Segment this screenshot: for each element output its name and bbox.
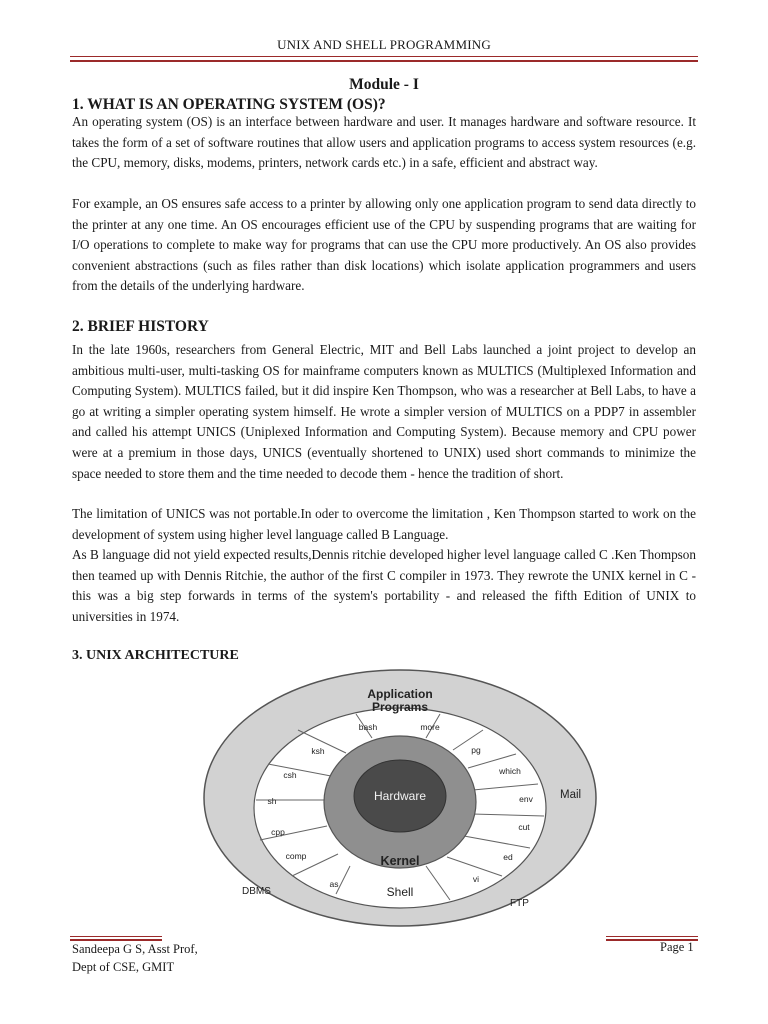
- outer-label-mail: Mail: [560, 789, 582, 801]
- section-heading-os: 1. WHAT IS AN OPERATING SYSTEM (OS)?: [72, 96, 386, 113]
- application-programs-label-line2: Programs: [371, 700, 429, 714]
- footer-author-line2: Dept of CSE, GMIT: [72, 960, 175, 974]
- shell-label: Shell: [386, 885, 414, 899]
- command-env: env: [519, 794, 533, 804]
- header-rule-bottom: [70, 60, 698, 62]
- footer-rule-left-top: [70, 936, 162, 937]
- command-vi: vi: [472, 874, 480, 884]
- hardware-label: Hardware: [373, 789, 427, 803]
- page-number: Page 1: [660, 940, 694, 954]
- command-ksh: ksh: [311, 746, 325, 756]
- footer-author: [72, 940, 198, 976]
- command-pg: pg: [471, 745, 481, 755]
- history-paragraph-2: The limitation of UNICS was not portable.In oder to overcome the limitation , Ken Thompson started to work on the development of system using higher level language called B Language.: [72, 506, 696, 542]
- command-csh: csh: [283, 770, 297, 780]
- os-paragraph-1: An operating system (OS) is an interface between hardware and user. It manages hardware and software resource. It takes the form of a set of software routines that allow users and application programs to access system resources (e.g. the CPU, memory, disks, modems, printers, network cards etc.) in a safe, efficient and abstract way.: [72, 114, 696, 171]
- command-cpp: cpp: [271, 827, 285, 837]
- history-paragraph-1: In the late 1960s, researchers from General Electric, MIT and Bell Labs launched a joint project to develop an ambitious multi-user, multi-tasking OS for mainframe computers known as MULTICS (Multiplexed Information and Computing System). MULTICS failed, but it did inspire Ken Thompson, who was a researcher at Bell Labs, to have a go at writing a simpler operating system himself. He wrote a simpler version of MULTICS on a PDP7 in assembler and called his attempt UNICS (Uniplexed Information and Computing System). Because memory and CPU power were at a premium in those days, UNICS (eventually shortened to UNIX) used short commands to minimize the space needed to store them and the time needed to decode them - hence the tradition of short.: [72, 342, 696, 481]
- outer-label-dbms: DBMS: [242, 886, 271, 897]
- kernel-label: Kernel: [380, 854, 420, 868]
- command-bash: bash: [358, 722, 378, 732]
- section-heading-architecture: 3. UNIX ARCHITECTURE: [72, 648, 239, 663]
- command-sh: sh: [267, 796, 277, 806]
- unix-architecture-diagram: [200, 668, 600, 928]
- running-header: UNIX AND SHELL PROGRAMMING: [277, 37, 491, 52]
- command-which: which: [499, 766, 521, 776]
- command-comp: comp: [285, 851, 307, 861]
- command-cut: cut: [518, 822, 530, 832]
- command-more: more: [420, 722, 440, 732]
- history-paragraph-3: As B language did not yield expected results,Dennis ritchie developed higher level language called C .Ken Thompson then teamed up with Dennis Ritchie, the author of the first C compiler in 1973. They rewrote the UNIX kernel in C - this was a big step forwards in terms of the system's portability - and released the fifth Edition of UNIX to universities in 1974.: [72, 547, 696, 624]
- application-programs-label-line1: Application: [367, 687, 433, 701]
- section-heading-history: 2. BRIEF HISTORY: [72, 318, 209, 335]
- command-ed: ed: [503, 852, 513, 862]
- os-paragraph-2: For example, an OS ensures safe access to a printer by allowing only one application program to send data directly to the printer at any one time. An OS encourages efficient use of the CPU by suspending programs that are waiting for I/O operations to complete to make way for programs that can use the CPU more productively. An OS also provides convenient abstractions (such as files rather than disk locations) which isolate application programmers and users from the details of the underlying hardware.: [72, 196, 696, 294]
- module-title: Module - I: [349, 76, 419, 93]
- footer-rule-right-top: [606, 936, 698, 937]
- outer-label-ftp: FTP: [510, 898, 529, 909]
- footer-author-line1: Sandeepa G S, Asst Prof,: [72, 942, 198, 956]
- command-as: as: [329, 879, 339, 889]
- header-rule-top: [70, 56, 698, 57]
